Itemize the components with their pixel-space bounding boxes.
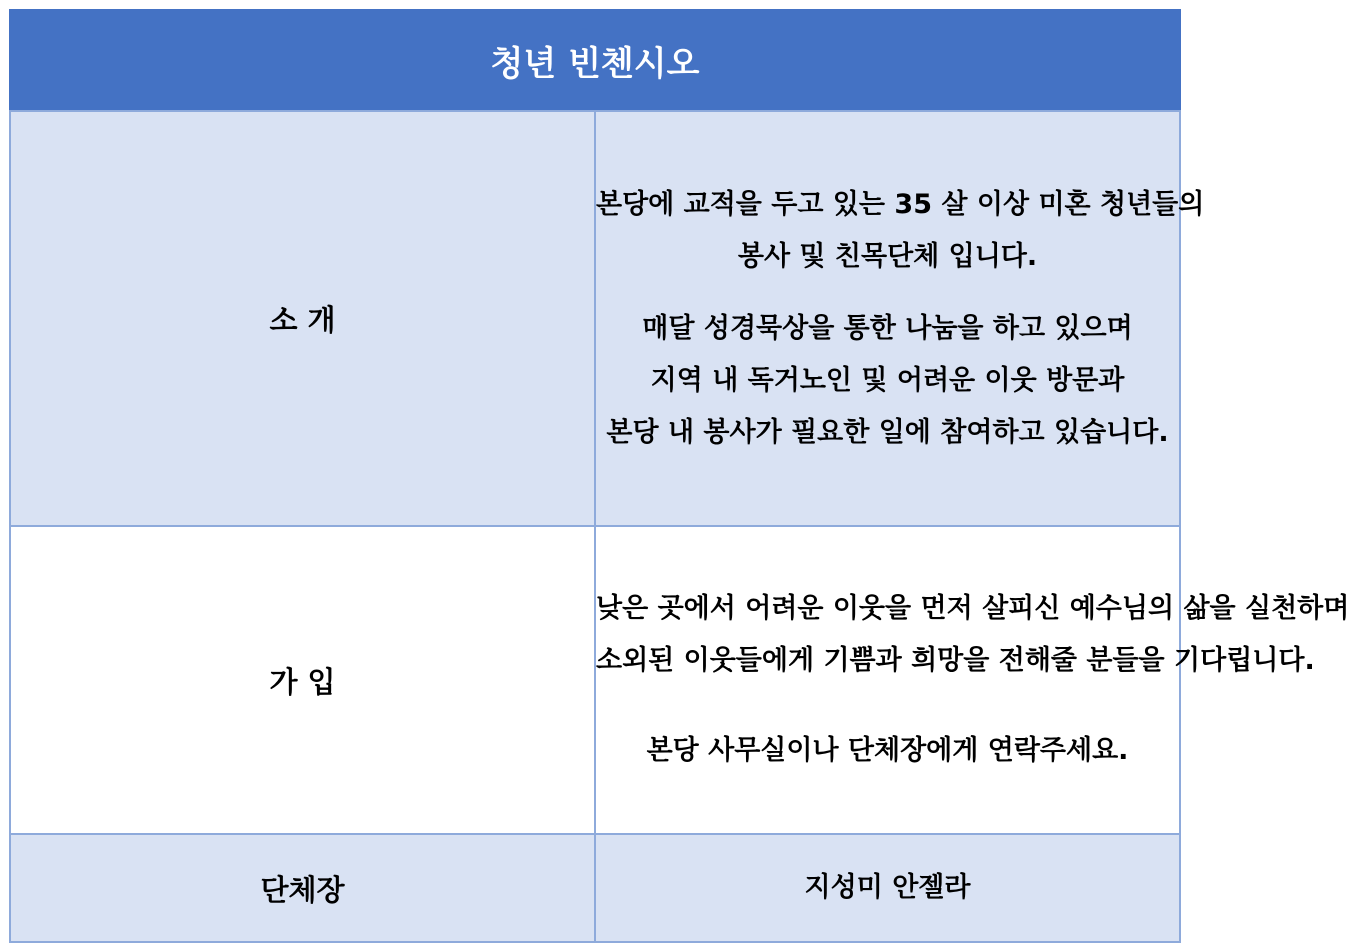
- intro-line: 본당 내 봉사가 필요한 일에 참여하고 있습니다.: [606, 416, 1169, 448]
- leader-label: 단체장: [10, 834, 595, 942]
- intro-content: [595, 111, 1205, 526]
- title-row: [10, 10, 1180, 111]
- table-title: 청년 빈첸시오: [10, 10, 1180, 111]
- intro-row: [10, 111, 1180, 526]
- join-line: 본당 사무실이나 단체장에게 연락주세요.: [646, 735, 1129, 766]
- group-info-table: [9, 9, 1349, 943]
- intro-paragraph-2: [596, 303, 1179, 459]
- intro-label: 소 개: [10, 111, 595, 526]
- intro-line: 매달 성경묵상을 통한 나눔을 하고 있으며: [642, 312, 1133, 344]
- join-label: 가 입: [10, 526, 595, 834]
- leader-name: 지성미 안젤라: [595, 834, 1180, 942]
- join-content: [595, 526, 1349, 834]
- intro-paragraph-1: [596, 179, 1205, 283]
- leader-row: [10, 834, 1180, 942]
- join-row: [10, 526, 1180, 834]
- join-paragraph-1: [596, 583, 1349, 687]
- join-paragraph-2: [596, 725, 1179, 777]
- intro-line: 지역 내 독거노인 및 어려운 이웃 방문과: [650, 364, 1125, 396]
- join-line: 낮은 곳에서 어려운 이웃을 먼저 살피신 예수님의 삶을 실천하며: [596, 593, 1349, 624]
- intro-line: 본당에 교적을 두고 있는 35 살 이상 미혼 청년들의: [596, 188, 1205, 220]
- join-line: 소외된 이웃들에게 기쁨과 희망을 전해줄 분들을 기다립니다.: [596, 645, 1315, 676]
- intro-line: 봉사 및 친목단체 입니다.: [737, 240, 1038, 272]
